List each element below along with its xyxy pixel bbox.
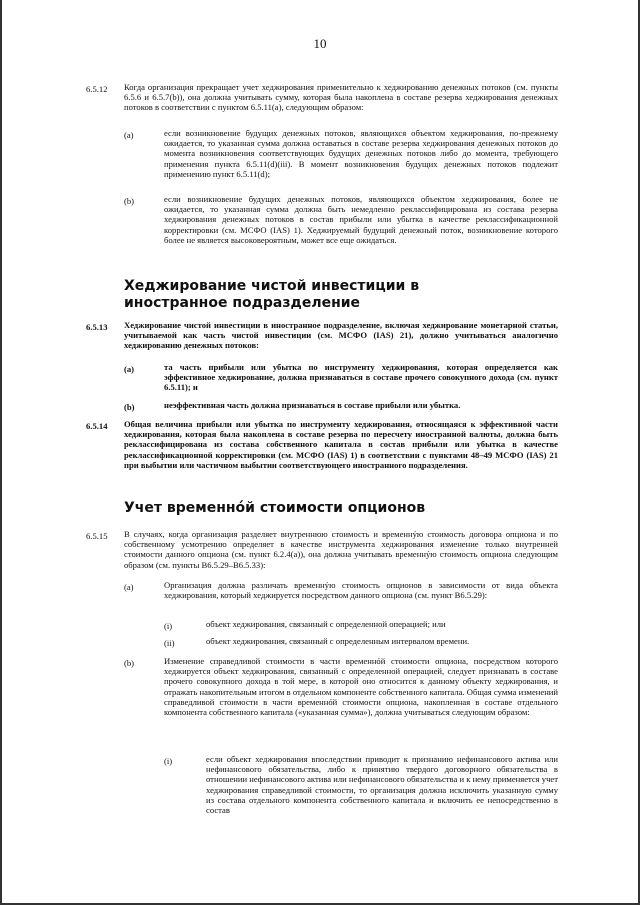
paragraph-6-5-15-b-text: Изменение справедливой стоимости в части временнóй стоимости опциона, посредством которого хеджируется объект хеджирования, связанный с определенной операцией, следует признавать в составе прочего совокупного дохода в той мере, в которой оно относится к данному объекту хеджирования, и отражать накопительным итогом в отдельном компоненте собственного капитала. Общая сумма изменений справедливой стоимости в части временнóй стоимости опциона, накопленная в составе отдельного компонента собственного капитала («указанная сумма»), должна учитываться следующим образом: xyxy=(164,656,558,718)
subitem-label: (ii) xyxy=(164,638,175,648)
paragraph-6-5-12-b-text: если возникновение будущих денежных потоков, являющихся объектом хеджирования, более не ожидается, то указанная сумма должна быть немедленно реклассифицирована из состава резерва хеджирования денежных потоков в состав прибыли или убытка в качестве реклассификационной корректировки (см. МСФО (IAS) 1). Хеджируемый будущий денежный поток, возникновение которого более не является высоковероятным, может все еще ожидаться. xyxy=(164,194,558,245)
item-label: (b) xyxy=(124,402,135,412)
section-heading: Хеджирование чистой инвестиции в иностранное подразделение xyxy=(124,278,420,311)
paragraph-number-6-5-13: 6.5.13 xyxy=(86,322,108,332)
scan-edge-left xyxy=(0,0,2,905)
paragraph-6-5-12-text: Когда организация прекращает учет хеджирования применительно к хеджированию денежных потоков (см. пункты 6.5.6 и 6.5.7(b)), она должна учитывать сумму, которая была накоплена в составе резерва хеджирования денежных потоков в соответствии с пунктом 6.5.11(a), следующим образом: xyxy=(124,82,558,113)
subitem-label: (i) xyxy=(164,756,173,766)
paragraph-number-6-5-14: 6.5.14 xyxy=(86,421,108,431)
subitem-label: (i) xyxy=(164,621,173,631)
paragraph-6-5-13-b-text: неэффективная часть должна признаваться в составе прибыли или убытка. xyxy=(164,400,461,410)
page-number: 10 xyxy=(313,36,327,51)
paragraph-6-5-15-a-text: Организация должна различать временнýю стоимость опционов в зависимости от вида объекта хеджирования, который хеджируется посредством данного опциона (см. пункт В6.5.29): xyxy=(164,580,558,601)
paragraph-6-5-15-a-i-text: объект хеджирования, связанный с определенной операцией; или xyxy=(206,619,446,629)
item-label: (a) xyxy=(124,130,134,140)
paragraph-6-5-15-a-ii-text: объект хеджирования, связанный с определенным интервалом времени. xyxy=(206,636,470,646)
paragraph-6-5-13-a-text: та часть прибыли или убытка по инструменту хеджирования, которая определяется как эффективное хеджирование, должна признаваться в составе прочего совокупного дохода (см. пункт 6.5.11); и xyxy=(164,362,558,393)
item-label: (a) xyxy=(124,364,135,374)
item-label: (b) xyxy=(124,658,135,668)
item-label: (a) xyxy=(124,582,134,592)
section-heading: Учет временнóй стоимости опционов xyxy=(124,500,426,516)
paragraph-6-5-15-b-i-text: если объект хеджирования впоследствии приводит к признанию нефинансового актива или нефинансового обязательства, либо к принятию твердого договорного обязательства в отношении нефинансового актива или нефинансового обязательства и к нему применяется учет хеджирования справедливой стоимости, то организация должна исключить указанную сумму из состава отдельного компонента собственного капитала и включить ее непосредственно в состав xyxy=(206,754,558,816)
paragraph-6-5-15-text: В случаях, когда организация разделяет внутреннюю стоимость и временнýю стоимость договора опциона и по собственному усмотрению определяет в качестве инструмента хеджирования изменение только внутренней стоимости данного опциона (см. пункт 6.2.4(a)), она должна учитывать временнýю стоимость опциона следующим образом (см. пункты В6.5.29–В6.5.33): xyxy=(124,529,558,570)
item-label: (b) xyxy=(124,196,135,206)
paragraph-6-5-12-a-text: если возникновение будущих денежных потоков, являющихся объектом хеджирования, по-прежнему ожидается, то указанная сумма должна оставаться в составе резерва хеджирования денежных потоков до момента возникновения соответствующих будущих денежных потоков либо до момента, требующего применения пункта 6.5.11(d)(iii). В момент возникновения будущих денежных потоков подлежит применению пункт 6.5.11(d); xyxy=(164,128,558,179)
paragraph-6-5-13-text: Хеджирование чистой инвестиции в иностранное подразделение, включая хеджирование монетарной статьи, учитываемой как часть чистой инвестиции (см. МСФО (IAS) 21), должно учитываться аналогично хеджированию денежных потоков: xyxy=(124,320,558,351)
paragraph-number-6-5-12: 6.5.12 xyxy=(86,84,108,94)
paragraph-6-5-14-text: Общая величина прибыли или убытка по инструменту хеджирования, относящаяся к эффективной части хеджирования, которая была накоплена в составе резерва по пересчету иностранной валюты, должна быть реклассифицирована из состава собственного капитала в состав прибыли или убытка в качестве реклассификационной корректировки (см. МСФО (IAS) 1) в соответствии с пунктами 48–49 МСФО (IAS) 21 при выбытии или частичном выбытии соответствующего иностранного подразделения. xyxy=(124,419,558,470)
paragraph-number-6-5-15: 6.5.15 xyxy=(86,531,108,541)
